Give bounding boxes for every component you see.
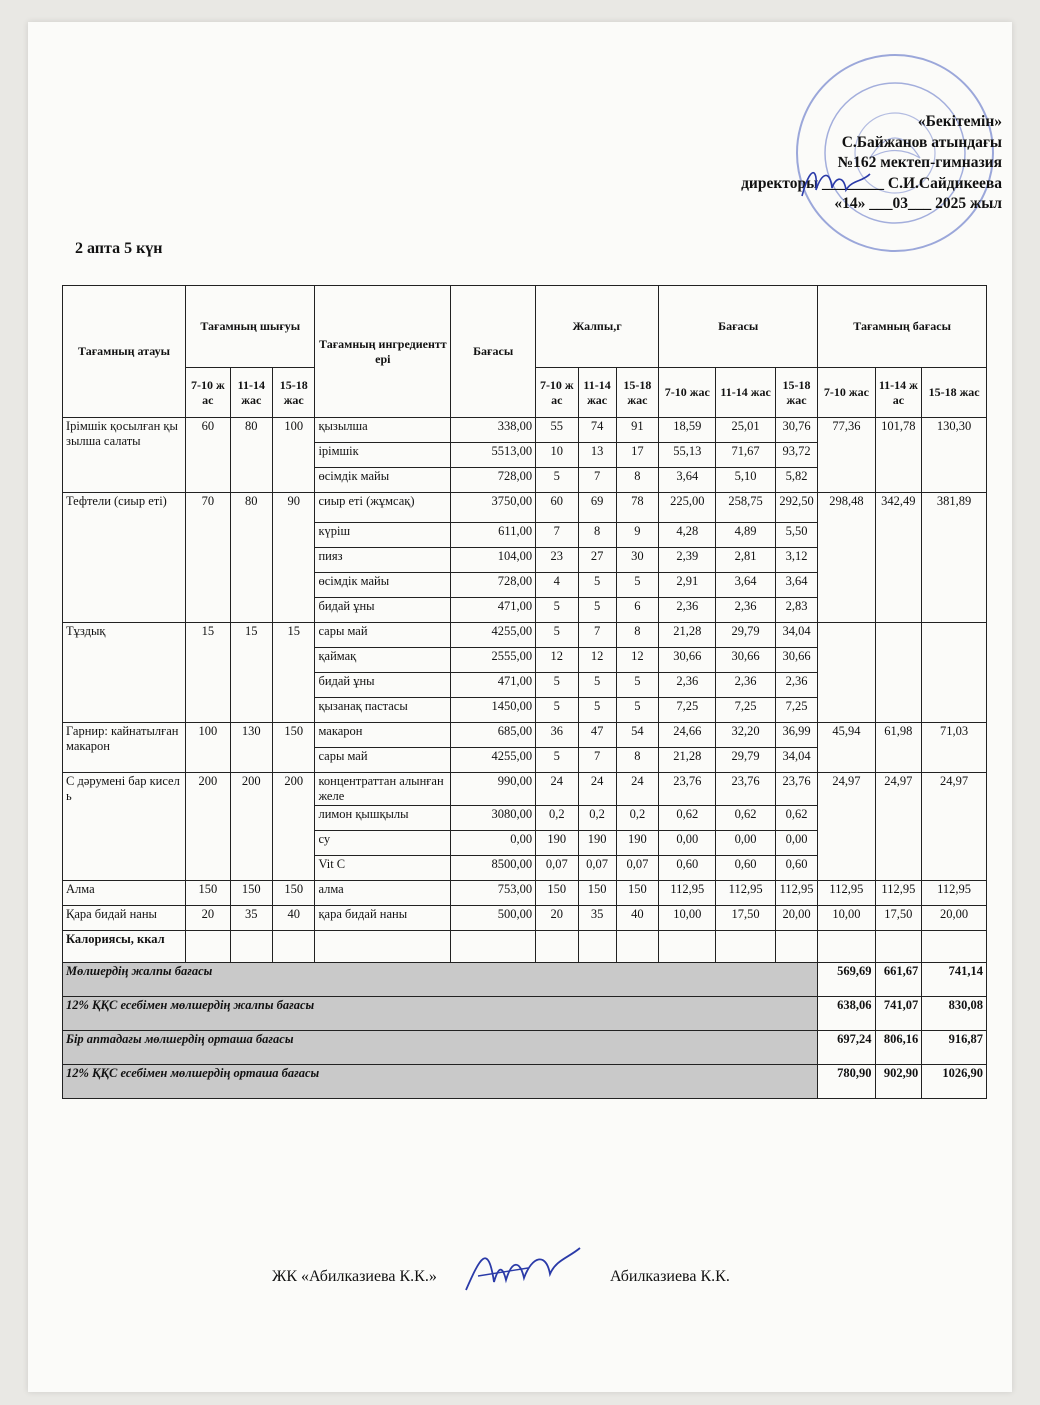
- ingredient-cost: 0,60: [716, 856, 775, 881]
- dish-output: 40: [273, 906, 315, 931]
- dish-output: 130: [230, 723, 272, 773]
- header-total-grams: Жалпы,г: [536, 286, 659, 368]
- ingredient-grams: 23: [536, 548, 578, 573]
- total-value: 902,90: [875, 1065, 922, 1099]
- footer-signer: Абилказиева К.К.: [610, 1268, 730, 1285]
- total-label: Бір аптадағы мөлшердің орташа бағасы: [63, 1031, 818, 1065]
- dish-output: 80: [230, 418, 272, 493]
- dish-cost: 298,48: [818, 493, 875, 623]
- ingredient-cost: 71,67: [716, 443, 775, 468]
- table-row: [63, 723, 987, 748]
- total-value: 741,07: [875, 997, 922, 1031]
- dish-cost: 381,89: [922, 493, 987, 623]
- ingredient-name: сиыр еті (жұмсақ): [315, 493, 451, 523]
- calories-cell: [818, 931, 875, 963]
- ingredient-name: өсімдік майы: [315, 468, 451, 493]
- ingredient-cost: 18,59: [659, 418, 716, 443]
- ingredient-cost: 2,91: [659, 573, 716, 598]
- calories-label: Калориясы, ккал: [63, 931, 186, 963]
- ingredient-cost: 0,60: [659, 856, 716, 881]
- dish-output: 200: [273, 773, 315, 881]
- dish-cost: 17,50: [875, 906, 922, 931]
- calories-cell: [273, 931, 315, 963]
- footer-company: ЖК «Абилказиева К.К.»: [272, 1268, 437, 1285]
- ingredient-cost: 0,62: [659, 806, 716, 831]
- ingredient-grams: 91: [616, 418, 658, 443]
- dish-cost: 101,78: [875, 418, 922, 493]
- table-row: [63, 906, 987, 931]
- ingredient-grams: 5: [578, 598, 616, 623]
- ingredient-cost: 24,66: [659, 723, 716, 748]
- ingredient-cost: 30,66: [659, 648, 716, 673]
- ingredient-grams: 24: [536, 773, 578, 806]
- total-value: 780,90: [818, 1065, 875, 1099]
- ingredient-name: су: [315, 831, 451, 856]
- ingredient-price: 753,00: [451, 881, 536, 906]
- ingredient-grams: 78: [616, 493, 658, 523]
- dish-name: Тұздық: [63, 623, 186, 723]
- ingredient-grams: 5: [616, 573, 658, 598]
- ingredient-grams: 12: [616, 648, 658, 673]
- ingredient-price: 990,00: [451, 773, 536, 806]
- dish-output: 100: [273, 418, 315, 493]
- total-value: 661,67: [875, 963, 922, 997]
- ingredient-name: макарон: [315, 723, 451, 748]
- ingredient-grams: 190: [616, 831, 658, 856]
- ingredient-cost: 4,89: [716, 523, 775, 548]
- dish-output: 90: [273, 493, 315, 623]
- table-row: [63, 881, 987, 906]
- ingredient-grams: 40: [616, 906, 658, 931]
- ingredient-cost: 21,28: [659, 748, 716, 773]
- ingredient-cost: 34,04: [775, 623, 817, 648]
- ingredient-grams: 47: [578, 723, 616, 748]
- header-dish-cost: Тағамның бағасы: [818, 286, 987, 368]
- dish-output: 70: [186, 493, 231, 623]
- ingredient-cost: 17,50: [716, 906, 775, 931]
- calories-cell: [536, 931, 578, 963]
- dish-output: 20: [186, 906, 231, 931]
- header-age-grams: 15-18 жас: [616, 368, 658, 418]
- dish-cost: 24,97: [875, 773, 922, 881]
- ingredient-grams: 55: [536, 418, 578, 443]
- ingredient-cost: 5,10: [716, 468, 775, 493]
- ingredient-grams: 8: [616, 623, 658, 648]
- dish-output: 15: [273, 623, 315, 723]
- total-value: 806,16: [875, 1031, 922, 1065]
- ingredient-price: 4255,00: [451, 623, 536, 648]
- ingredient-cost: 10,00: [659, 906, 716, 931]
- ingredient-grams: 13: [578, 443, 616, 468]
- dish-cost: 112,95: [922, 881, 987, 906]
- ingredient-price: 104,00: [451, 548, 536, 573]
- ingredient-grams: 36: [536, 723, 578, 748]
- total-value: 1026,90: [922, 1065, 987, 1099]
- ingredient-name: пияз: [315, 548, 451, 573]
- dish-name: Қара бидай наны: [63, 906, 186, 931]
- dish-output: 150: [273, 723, 315, 773]
- total-row: [63, 963, 987, 997]
- ingredient-price: 0,00: [451, 831, 536, 856]
- calories-cell: [451, 931, 536, 963]
- dish-cost: 10,00: [818, 906, 875, 931]
- ingredient-cost: 21,28: [659, 623, 716, 648]
- ingredient-grams: 0,2: [578, 806, 616, 831]
- ingredient-cost: 4,28: [659, 523, 716, 548]
- ingredient-name: қызылша: [315, 418, 451, 443]
- total-label: 12% ҚҚС есебімен мөлшердің жалпы бағасы: [63, 997, 818, 1031]
- dish-output: 200: [186, 773, 231, 881]
- ingredient-grams: 5: [536, 598, 578, 623]
- ingredient-cost: 5,82: [775, 468, 817, 493]
- calories-cell: [922, 931, 987, 963]
- calories-cell: [716, 931, 775, 963]
- calories-cell: [315, 931, 451, 963]
- ingredient-cost: 23,76: [659, 773, 716, 806]
- ingredient-price: 3080,00: [451, 806, 536, 831]
- ingredient-name: сары май: [315, 623, 451, 648]
- ingredient-cost: 29,79: [716, 623, 775, 648]
- ingredient-grams: 7: [578, 748, 616, 773]
- menu-table: [62, 285, 987, 1099]
- ingredient-grams: 4: [536, 573, 578, 598]
- dish-cost: 112,95: [875, 881, 922, 906]
- dish-cost: [922, 623, 987, 723]
- table-row: [63, 493, 987, 523]
- ingredient-grams: 5: [536, 623, 578, 648]
- ingredient-grams: 0,2: [536, 806, 578, 831]
- ingredient-price: 728,00: [451, 468, 536, 493]
- ingredient-grams: 24: [616, 773, 658, 806]
- calories-row: [63, 931, 987, 963]
- ingredient-price: 2555,00: [451, 648, 536, 673]
- ingredient-price: 3750,00: [451, 493, 536, 523]
- header-cost: Бағасы: [659, 286, 818, 368]
- table-row: [63, 773, 987, 806]
- ingredient-grams: 5: [536, 698, 578, 723]
- ingredient-cost: 7,25: [716, 698, 775, 723]
- ingredient-price: 500,00: [451, 906, 536, 931]
- ingredient-cost: 20,00: [775, 906, 817, 931]
- header-age-cost: 15-18 жас: [775, 368, 817, 418]
- ingredient-cost: 34,04: [775, 748, 817, 773]
- ingredient-cost: 7,25: [775, 698, 817, 723]
- ingredient-grams: 20: [536, 906, 578, 931]
- ingredient-price: 8500,00: [451, 856, 536, 881]
- ingredient-name: алма: [315, 881, 451, 906]
- approval-line: директоры ________ С.И.Сайдикеева: [741, 174, 1002, 192]
- ingredient-price: 611,00: [451, 523, 536, 548]
- ingredient-cost: 55,13: [659, 443, 716, 468]
- dish-output: 150: [273, 881, 315, 906]
- ingredient-cost: 112,95: [716, 881, 775, 906]
- calories-cell: [578, 931, 616, 963]
- header-age-output: 11-14 жас: [230, 368, 272, 418]
- ingredient-cost: 0,00: [775, 831, 817, 856]
- ingredient-name: лимон қышқылы: [315, 806, 451, 831]
- header-age-cost: 7-10 жас: [659, 368, 716, 418]
- dish-cost: 112,95: [818, 881, 875, 906]
- ingredient-cost: 3,64: [716, 573, 775, 598]
- ingredient-grams: 24: [578, 773, 616, 806]
- header-age-cost: 11-14 жас: [716, 368, 775, 418]
- ingredient-name: қара бидай наны: [315, 906, 451, 931]
- total-label: 12% ҚҚС есебімен мөлшердің орташа бағасы: [63, 1065, 818, 1099]
- ingredient-grams: 0,07: [578, 856, 616, 881]
- total-value: 638,06: [818, 997, 875, 1031]
- dish-name: Алма: [63, 881, 186, 906]
- ingredient-cost: 0,00: [716, 831, 775, 856]
- ingredient-grams: 190: [536, 831, 578, 856]
- total-value: 569,69: [818, 963, 875, 997]
- total-row: [63, 1031, 987, 1065]
- dish-output: 60: [186, 418, 231, 493]
- ingredient-grams: 60: [536, 493, 578, 523]
- header-name: Тағамның атауы: [63, 286, 186, 418]
- ingredient-name: сары май: [315, 748, 451, 773]
- dish-cost: 24,97: [818, 773, 875, 881]
- ingredient-cost: 30,76: [775, 418, 817, 443]
- total-row: [63, 997, 987, 1031]
- ingredient-grams: 0,07: [616, 856, 658, 881]
- table-row: [63, 623, 987, 648]
- ingredient-grams: 150: [616, 881, 658, 906]
- ingredient-grams: 27: [578, 548, 616, 573]
- table-row: [63, 418, 987, 443]
- approval-line: №162 мектеп-гимназия: [837, 154, 1002, 171]
- ingredient-cost: 0,62: [716, 806, 775, 831]
- supplier-signature: [458, 1238, 588, 1302]
- ingredient-grams: 5: [578, 573, 616, 598]
- ingredient-grams: 12: [536, 648, 578, 673]
- ingredient-grams: 35: [578, 906, 616, 931]
- calories-cell: [186, 931, 231, 963]
- ingredient-grams: 5: [616, 673, 658, 698]
- ingredient-cost: 30,66: [716, 648, 775, 673]
- approval-line: С.Байжанов атындағы: [841, 133, 1002, 151]
- ingredient-grams: 17: [616, 443, 658, 468]
- header-age-dish-cost: 15-18 жас: [922, 368, 987, 418]
- ingredient-grams: 74: [578, 418, 616, 443]
- total-value: 830,08: [922, 997, 987, 1031]
- ingredient-grams: 8: [616, 468, 658, 493]
- calories-cell: [659, 931, 716, 963]
- ingredient-cost: 0,60: [775, 856, 817, 881]
- ingredient-grams: 5: [536, 673, 578, 698]
- ingredient-cost: 23,76: [716, 773, 775, 806]
- dish-output: 15: [186, 623, 231, 723]
- ingredient-name: қаймақ: [315, 648, 451, 673]
- ingredient-cost: 36,99: [775, 723, 817, 748]
- dish-name: Ірімшік қосылған қызылша салаты: [63, 418, 186, 493]
- dish-cost: 77,36: [818, 418, 875, 493]
- ingredient-grams: 5: [578, 673, 616, 698]
- total-value: 697,24: [818, 1031, 875, 1065]
- dish-output: 150: [230, 881, 272, 906]
- ingredient-name: күріш: [315, 523, 451, 548]
- ingredient-grams: 190: [578, 831, 616, 856]
- calories-cell: [875, 931, 922, 963]
- ingredient-price: 685,00: [451, 723, 536, 748]
- total-label: Мөлшердің жалпы бағасы: [63, 963, 818, 997]
- ingredient-cost: 2,81: [716, 548, 775, 573]
- ingredient-cost: 29,79: [716, 748, 775, 773]
- ingredient-cost: 2,36: [716, 673, 775, 698]
- ingredient-name: концентраттан алынған желе: [315, 773, 451, 806]
- total-value: 916,87: [922, 1031, 987, 1065]
- ingredient-cost: 3,12: [775, 548, 817, 573]
- ingredient-grams: 150: [536, 881, 578, 906]
- dish-output: 100: [186, 723, 231, 773]
- total-value: 741,14: [922, 963, 987, 997]
- ingredient-cost: 0,00: [659, 831, 716, 856]
- ingredient-price: 5513,00: [451, 443, 536, 468]
- ingredient-cost: 3,64: [659, 468, 716, 493]
- dish-cost: 45,94: [818, 723, 875, 773]
- dish-cost: [875, 623, 922, 723]
- ingredient-cost: 2,36: [775, 673, 817, 698]
- ingredient-cost: 292,50: [775, 493, 817, 523]
- ingredient-grams: 7: [536, 523, 578, 548]
- ingredient-name: өсімдік майы: [315, 573, 451, 598]
- approval-line: «14» ___03___ 2025 жыл: [834, 195, 1002, 212]
- ingredient-grams: 7: [578, 468, 616, 493]
- ingredient-grams: 5: [536, 748, 578, 773]
- dish-name: Тефтели (сиыр еті): [63, 493, 186, 623]
- calories-cell: [775, 931, 817, 963]
- ingredient-grams: 8: [616, 748, 658, 773]
- header-age-grams: 7-10 жас: [536, 368, 578, 418]
- ingredient-cost: 25,01: [716, 418, 775, 443]
- header-age-dish-cost: 7-10 жас: [818, 368, 875, 418]
- dish-cost: [818, 623, 875, 723]
- page-title: 2 апта 5 күн: [75, 240, 163, 257]
- ingredient-cost: 0,62: [775, 806, 817, 831]
- ingredient-cost: 5,50: [775, 523, 817, 548]
- ingredient-grams: 0,07: [536, 856, 578, 881]
- ingredient-grams: 30: [616, 548, 658, 573]
- ingredient-price: 728,00: [451, 573, 536, 598]
- ingredient-cost: 112,95: [659, 881, 716, 906]
- calories-cell: [616, 931, 658, 963]
- dish-name: С дәрумені бар кисель: [63, 773, 186, 881]
- ingredient-name: қызанақ пастасы: [315, 698, 451, 723]
- ingredient-cost: 30,66: [775, 648, 817, 673]
- header-age-grams: 11-14 жас: [578, 368, 616, 418]
- ingredient-price: 1450,00: [451, 698, 536, 723]
- dish-cost: 130,30: [922, 418, 987, 493]
- ingredient-grams: 5: [616, 698, 658, 723]
- ingredient-price: 471,00: [451, 673, 536, 698]
- ingredient-cost: 23,76: [775, 773, 817, 806]
- calories-cell: [230, 931, 272, 963]
- ingredient-grams: 7: [578, 623, 616, 648]
- ingredient-grams: 9: [616, 523, 658, 548]
- ingredient-cost: 258,75: [716, 493, 775, 523]
- director-signature: [796, 160, 876, 208]
- dish-output: 15: [230, 623, 272, 723]
- ingredient-cost: 2,36: [659, 598, 716, 623]
- dish-cost: 71,03: [922, 723, 987, 773]
- ingredient-grams: 5: [536, 468, 578, 493]
- ingredient-price: 338,00: [451, 418, 536, 443]
- ingredient-grams: 150: [578, 881, 616, 906]
- dish-output: 200: [230, 773, 272, 881]
- dish-cost: 20,00: [922, 906, 987, 931]
- dish-output: 80: [230, 493, 272, 623]
- ingredient-cost: 3,64: [775, 573, 817, 598]
- dish-output: 150: [186, 881, 231, 906]
- header-age-output: 7-10 жас: [186, 368, 231, 418]
- ingredient-grams: 6: [616, 598, 658, 623]
- ingredient-cost: 2,36: [659, 673, 716, 698]
- ingredient-grams: 0,2: [616, 806, 658, 831]
- dish-cost: 61,98: [875, 723, 922, 773]
- total-row: [63, 1065, 987, 1099]
- ingredient-name: бидай ұны: [315, 673, 451, 698]
- dish-name: Гарнир: кайнатылған макарон: [63, 723, 186, 773]
- dish-cost: 24,97: [922, 773, 987, 881]
- ingredient-cost: 32,20: [716, 723, 775, 748]
- header-output: Тағамның шығуы: [186, 286, 315, 368]
- ingredient-grams: 69: [578, 493, 616, 523]
- ingredient-grams: 8: [578, 523, 616, 548]
- header-age-dish-cost: 11-14 жас: [875, 368, 922, 418]
- ingredient-grams: 5: [578, 698, 616, 723]
- ingredient-price: 4255,00: [451, 748, 536, 773]
- header-price: Бағасы: [451, 286, 536, 418]
- ingredient-cost: 93,72: [775, 443, 817, 468]
- ingredient-cost: 2,39: [659, 548, 716, 573]
- ingredient-cost: 112,95: [775, 881, 817, 906]
- ingredient-grams: 12: [578, 648, 616, 673]
- ingredient-cost: 2,36: [716, 598, 775, 623]
- dish-output: 35: [230, 906, 272, 931]
- ingredient-grams: 10: [536, 443, 578, 468]
- ingredient-price: 471,00: [451, 598, 536, 623]
- header-ingredients: Тағамның ингредиенттері: [315, 286, 451, 418]
- ingredient-grams: 54: [616, 723, 658, 748]
- ingredient-cost: 7,25: [659, 698, 716, 723]
- dish-cost: 342,49: [875, 493, 922, 623]
- approval-line: «Бекітемін»: [917, 113, 1002, 130]
- ingredient-name: Vit C: [315, 856, 451, 881]
- ingredient-name: ірімшік: [315, 443, 451, 468]
- header-age-output: 15-18 жас: [273, 368, 315, 418]
- ingredient-cost: 225,00: [659, 493, 716, 523]
- ingredient-cost: 2,83: [775, 598, 817, 623]
- ingredient-name: бидай ұны: [315, 598, 451, 623]
